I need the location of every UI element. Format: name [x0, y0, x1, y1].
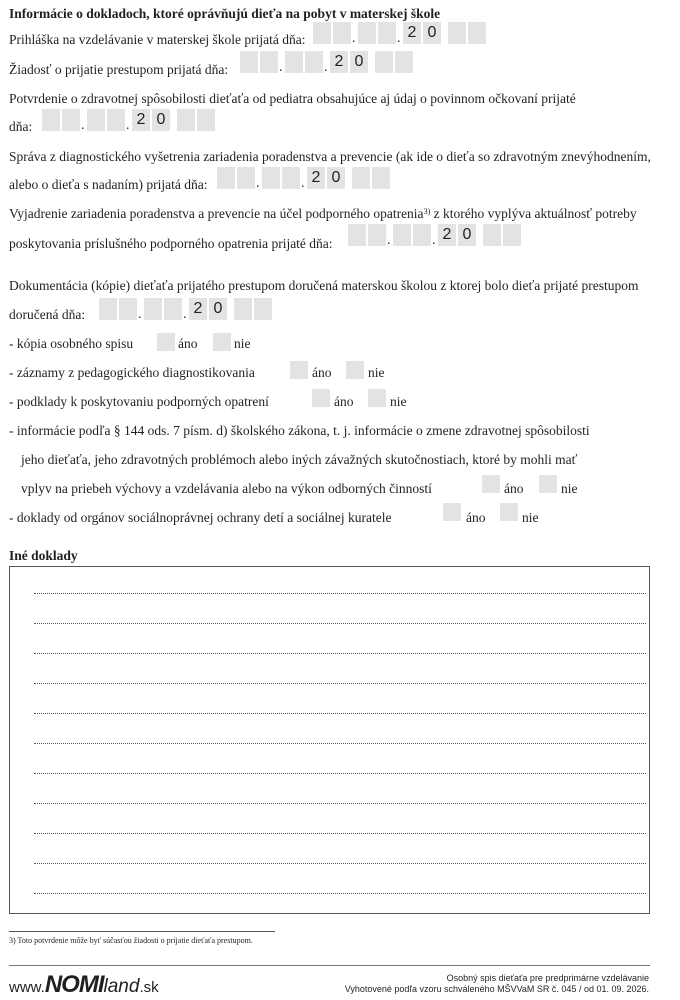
year-digit-1: 2 [403, 22, 421, 44]
year-digit-2: 0 [350, 51, 368, 73]
day-digit-2[interactable] [333, 22, 351, 44]
day-digit-1[interactable] [99, 298, 117, 320]
section-heading: Informácie o dokladoch, ktoré oprávňujú dieťa na pobyt v materskej škole [9, 6, 441, 21]
checkbox-doklady-nie[interactable] [500, 503, 518, 521]
day-digit-1[interactable] [42, 109, 60, 131]
brand-bold: NOMI [44, 971, 104, 998]
month-digit-2[interactable] [378, 22, 396, 44]
item-informacie-line2: jeho dieťaťa, jeho zdravotných problémoch alebo iných závažných skutočnostiach, ktoré by mohli mať [21, 452, 578, 467]
label-vyjadrenie-line2: poskytovania príslušného podporného opatrenia prijaté dňa: [9, 236, 333, 251]
yes-label: áno [466, 510, 486, 525]
checkbox-kopia-nie[interactable] [213, 333, 231, 351]
item-podklady: - podklady k poskytovaniu podporných opatrení [9, 394, 269, 409]
day-digit-2[interactable] [368, 224, 386, 246]
year-digit-3[interactable] [483, 224, 501, 246]
day-digit-1[interactable] [217, 167, 235, 189]
dotted-line[interactable] [34, 773, 646, 774]
other-documents-heading: Iné doklady [9, 548, 78, 563]
label-dokumentacia-line1: Dokumentácia (kópie) dieťaťa prijatého prestupom doručená materskou školou z ktorej bolo dieťa prijaté prestupom [9, 278, 639, 293]
footer-text [345, 973, 649, 995]
month-digit-2[interactable] [164, 298, 182, 320]
year-digit-4[interactable] [395, 51, 413, 73]
checkbox-zaznamy-nie[interactable] [346, 361, 364, 379]
dotted-line[interactable] [34, 803, 646, 804]
year-digit-4[interactable] [372, 167, 390, 189]
checkbox-informacie-ano[interactable] [482, 475, 500, 493]
month-digit-1[interactable] [262, 167, 280, 189]
year-digit-1: 2 [438, 224, 456, 246]
no-label: nie [561, 481, 578, 496]
label-ziadost: Žiadosť o prijatie prestupom prijatá dňa: [9, 62, 229, 77]
year-digit-2: 0 [458, 224, 476, 246]
year-digit-3[interactable] [448, 22, 466, 44]
year-digit-3[interactable] [177, 109, 195, 131]
year-digit-1: 2 [189, 298, 207, 320]
dotted-line[interactable] [34, 893, 646, 894]
year-digit-3[interactable] [375, 51, 393, 73]
brand-logo [9, 971, 159, 999]
year-digit-1: 2 [330, 51, 348, 73]
yes-label: áno [504, 481, 524, 496]
month-digit-2[interactable] [413, 224, 431, 246]
yes-label: áno [334, 394, 354, 409]
footnote-ref: 3) [423, 207, 431, 216]
footer-line-2: Vyhotovené podľa vzoru schváleného MŠVVaM SR č. 045 / od 01. 09. 2026. [344, 984, 649, 994]
label-potvrdenie-line2: dňa: [9, 119, 33, 134]
vyjadrenie-text-b: z ktorého vyplýva aktuálnosť potreby [430, 206, 637, 221]
checkbox-podklady-ano[interactable] [312, 389, 330, 407]
year-digit-3[interactable] [352, 167, 370, 189]
footer-rule [9, 965, 650, 966]
no-label: nie [390, 394, 407, 409]
month-digit-1[interactable] [87, 109, 105, 131]
label-dokumentacia-line2: doručená dňa: [9, 307, 86, 322]
dotted-line[interactable] [34, 713, 646, 714]
dotted-line[interactable] [34, 653, 646, 654]
year-digit-2: 0 [152, 109, 170, 131]
item-kopia: - kópia osobného spisu [9, 336, 134, 351]
year-digit-1: 2 [307, 167, 325, 189]
dotted-line[interactable] [34, 863, 646, 864]
month-digit-1[interactable] [358, 22, 376, 44]
item-doklady: - doklady od orgánov sociálnoprávnej ochrany detí a sociálnej kuratele [9, 510, 392, 525]
label-sprava-line2: alebo o dieťa s nadaním) prijatá dňa: [9, 177, 208, 192]
dotted-line[interactable] [34, 833, 646, 834]
day-digit-1[interactable] [348, 224, 366, 246]
dotted-line[interactable] [34, 683, 646, 684]
no-label: nie [522, 510, 539, 525]
month-digit-2[interactable] [305, 51, 323, 73]
footnote: 3) Toto potvrdenie môže byť súčasťou žiadosti o prijatie dieťaťa prestupom. [9, 936, 253, 945]
label-sprava-line1: Správa z diagnostického vyšetrenia zariadenia poradenstva a prevencie (ak ide o dieťa so zdravotným znevýhodnením, [9, 149, 651, 164]
day-digit-1[interactable] [313, 22, 331, 44]
checkbox-doklady-ano[interactable] [443, 503, 461, 521]
item-zaznamy: - záznamy z pedagogického diagnostikovania [9, 365, 255, 380]
label-vyjadrenie-line1 [9, 206, 637, 222]
day-digit-1[interactable] [240, 51, 258, 73]
year-digit-2: 0 [423, 22, 441, 44]
year-digit-3[interactable] [234, 298, 252, 320]
brand-italic: land [103, 976, 140, 997]
yes-label: áno [312, 365, 332, 380]
year-digit-1: 2 [132, 109, 150, 131]
label-prihlaska: Prihláška na vzdelávanie v materskej škole prijatá dňa: [9, 32, 306, 47]
year-digit-2: 0 [327, 167, 345, 189]
other-documents-box[interactable] [9, 566, 650, 914]
item-informacie-line1: - informácie podľa § 144 ods. 7 písm. d) školského zákona, t. j. informácie o zmene zdravotnej spôsobilosti [9, 423, 590, 438]
month-digit-1[interactable] [144, 298, 162, 320]
day-digit-2[interactable] [237, 167, 255, 189]
footer-line-1: Osobný spis dieťaťa pre predprimárne vzdelávanie [446, 973, 649, 983]
dotted-line[interactable] [34, 593, 646, 594]
brand-suffix: .sk [139, 979, 159, 996]
year-digit-4[interactable] [197, 109, 215, 131]
checkbox-informacie-nie[interactable] [539, 475, 557, 493]
no-label: nie [234, 336, 251, 351]
month-digit-1[interactable] [393, 224, 411, 246]
day-digit-2[interactable] [62, 109, 80, 131]
year-digit-4[interactable] [468, 22, 486, 44]
year-digit-4[interactable] [254, 298, 272, 320]
label-potvrdenie-line1: Potvrdenie o zdravotnej spôsobilosti dieťaťa od pediatra obsahujúce aj údaj o povinnom očkovaní prijaté [9, 91, 576, 106]
item-informacie-line3: vplyv na priebeh výchovy a vzdelávania alebo na výkon odborných činností [21, 481, 432, 496]
checkbox-zaznamy-ano[interactable] [290, 361, 308, 379]
year-digit-4[interactable] [503, 224, 521, 246]
checkbox-podklady-nie[interactable] [368, 389, 386, 407]
month-digit-1[interactable] [285, 51, 303, 73]
vyjadrenie-text-a: Vyjadrenie zariadenia poradenstva a prevencie na účel podporného opatrenia [9, 206, 424, 221]
day-digit-2[interactable] [260, 51, 278, 73]
yes-label: áno [178, 336, 198, 351]
dotted-line[interactable] [34, 743, 646, 744]
month-digit-2[interactable] [282, 167, 300, 189]
checkbox-kopia-ano[interactable] [157, 333, 175, 351]
dotted-line[interactable] [34, 623, 646, 624]
day-digit-2[interactable] [119, 298, 137, 320]
footnote-rule [9, 931, 275, 932]
month-digit-2[interactable] [107, 109, 125, 131]
year-digit-2: 0 [209, 298, 227, 320]
no-label: nie [368, 365, 385, 380]
brand-prefix: www. [9, 979, 45, 996]
